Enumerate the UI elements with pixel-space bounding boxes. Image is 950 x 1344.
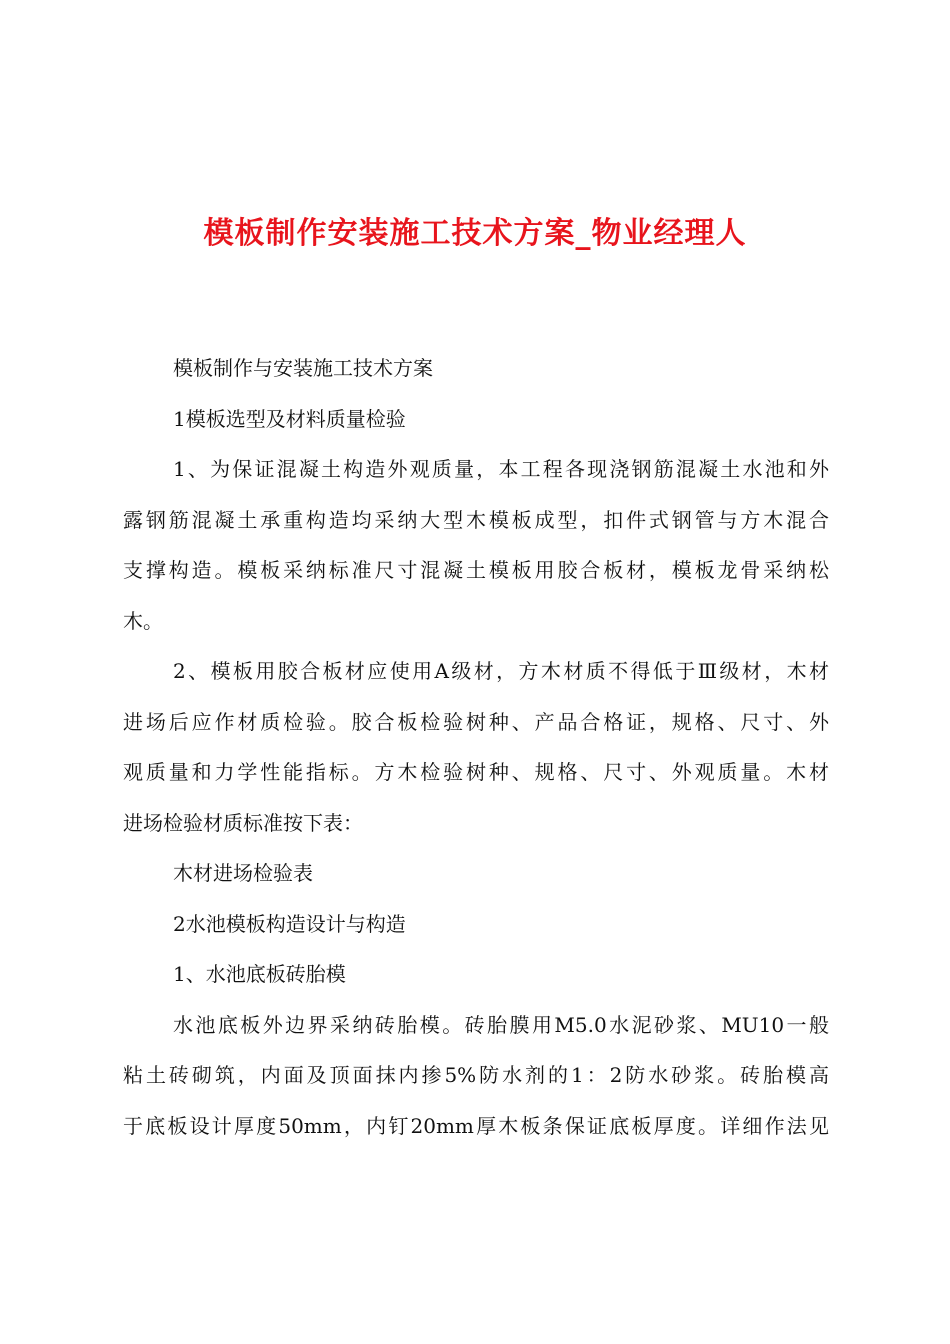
paragraph-line: 水池底板外边界采纳砖胎模。砖胎膜用M5.0水泥砂浆、MU10一般 (173, 1012, 829, 1037)
document-body (123, 343, 833, 1151)
paragraph-line: 观质量和力学性能指标。方木检验树种、规格、尺寸、外观质量。木材 (123, 760, 829, 784)
document-title: 模板制作安装施工技术方案_物业经理人 (203, 216, 747, 251)
paragraph-line: 木。 (123, 608, 163, 633)
paragraph-line: 粘土砖砌筑，内面及顶面抹内掺5%防水剂的1：2防水砂浆。砖胎模高 (123, 1063, 829, 1087)
paragraph-line: 露钢筋混凝土承重构造均采纳大型木模板成型，扣件式钢管与方木混合 (123, 507, 829, 532)
item-heading: 1、水池底板砖胎模 (173, 962, 346, 986)
subsection-heading: 2水池模板构造设计与构造 (173, 911, 406, 936)
paragraph-line: 进场检验材质标准按下表： (123, 810, 363, 835)
paragraph-line: 进场后应作材质检验。胶合板检验树种、产品合格证，规格、尺寸、外 (123, 709, 829, 734)
section-heading: 模板制作与安装施工技术方案 (173, 356, 433, 380)
table-caption: 木材进场检验表 (173, 861, 313, 885)
paragraph-line: 于底板设计厚度50mm，内钉20mm厚木板条保证底板厚度。详细作法见 (123, 1113, 829, 1138)
paragraph-line: 支撑构造。模板采纳标准尺寸混凝土模板用胶合板材，模板龙骨采纳松 (123, 558, 829, 582)
paragraph-line: 2、模板用胶合板材应使用A级材，方木材质不得低于Ⅲ级材，木材 (173, 659, 829, 683)
subsection-heading: 1模板选型及材料质量检验 (173, 406, 406, 431)
paragraph-line: 1、为保证混凝土构造外观质量，本工程各现浇钢筋混凝土水池和外 (173, 457, 829, 481)
